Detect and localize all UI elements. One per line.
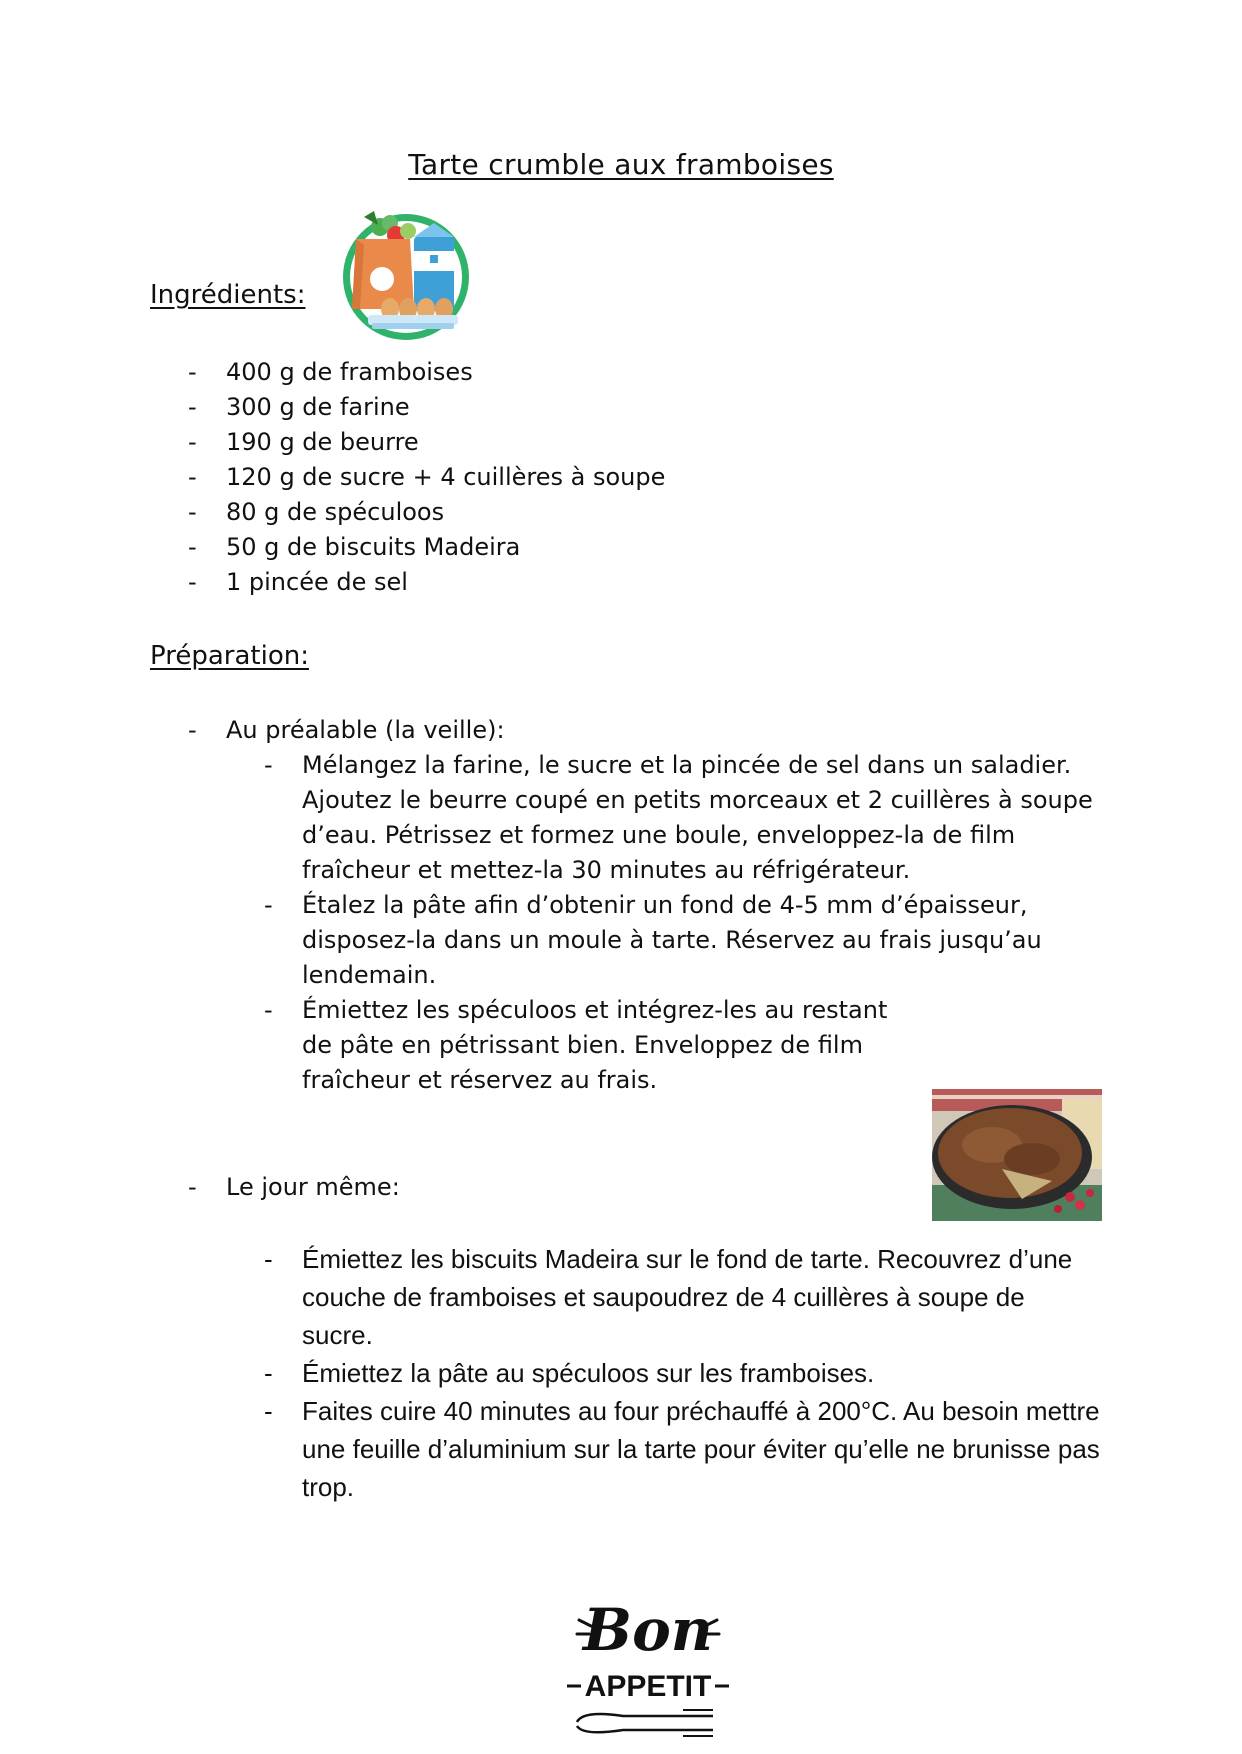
prep-jour-label: - Le jour même: <box>226 1170 400 1205</box>
bon-appetit-logo <box>563 1580 733 1740</box>
logo-script-text: Bon <box>583 1596 713 1664</box>
logo-block-text: APPETIT <box>584 1670 712 1703</box>
ingredients-list <box>226 355 665 600</box>
list-item: - 50 g de biscuits Madeira <box>226 530 665 565</box>
list-item: - 80 g de spéculoos <box>226 495 665 530</box>
list-item: - Faites cuire 40 minutes au four préchauffé à 200°C. Au besoin mettre une feuille d’aluminium sur la tarte pour éviter qu’elle ne brunisse pas trop. <box>302 1392 1102 1506</box>
list-item: - Mélangez la farine, le sucre et la pincée de sel dans un saladier. Ajoutez le beurre coupé en petits morceaux et 2 cuillères à soupe d’eau. Pétrissez et formez une boule, enveloppez-la de film fraîcheur et mettez-la 30 minutes au réfrigérateur. <box>302 748 1102 888</box>
prep-veille-label: - Au préalable (la veille): <box>226 713 505 748</box>
veille-steps-list <box>302 748 1102 1098</box>
crumble-tart-photo <box>932 1089 1102 1221</box>
ingredients-heading: Ingrédients: <box>150 280 306 310</box>
prep-jour-group <box>226 1170 400 1205</box>
jour-steps-list <box>302 1240 1102 1506</box>
list-item: - Étalez la pâte afin d’obtenir un fond de 4-5 mm d’épaisseur, disposez-la dans un moule à tarte. Réservez au frais jusqu’au lendemain. <box>302 888 1102 993</box>
list-item: - 300 g de farine <box>226 390 665 425</box>
prep-veille-group <box>226 713 505 748</box>
list-item: - 120 g de sucre + 4 cuillères à soupe <box>226 460 665 495</box>
page-title: Tarte crumble aux framboises <box>408 148 834 181</box>
preparation-heading: Préparation: <box>150 641 309 671</box>
list-item: - 190 g de beurre <box>226 425 665 460</box>
list-item: - Émiettez la pâte au spéculoos sur les framboises. <box>302 1354 1102 1392</box>
groceries-icon <box>334 205 474 345</box>
list-item: - Émiettez les spéculoos et intégrez-les au restant de pâte en pétrissant bien. Enveloppez de film fraîcheur et réservez au frais. <box>302 993 912 1098</box>
list-item: - 1 pincée de sel <box>226 565 665 600</box>
list-item: - 400 g de framboises <box>226 355 665 390</box>
list-item: - Émiettez les biscuits Madeira sur le fond de tarte. Recouvrez d’une couche de framboises et saupoudrez de 4 cuillères à soupe de sucre. <box>302 1240 1102 1354</box>
